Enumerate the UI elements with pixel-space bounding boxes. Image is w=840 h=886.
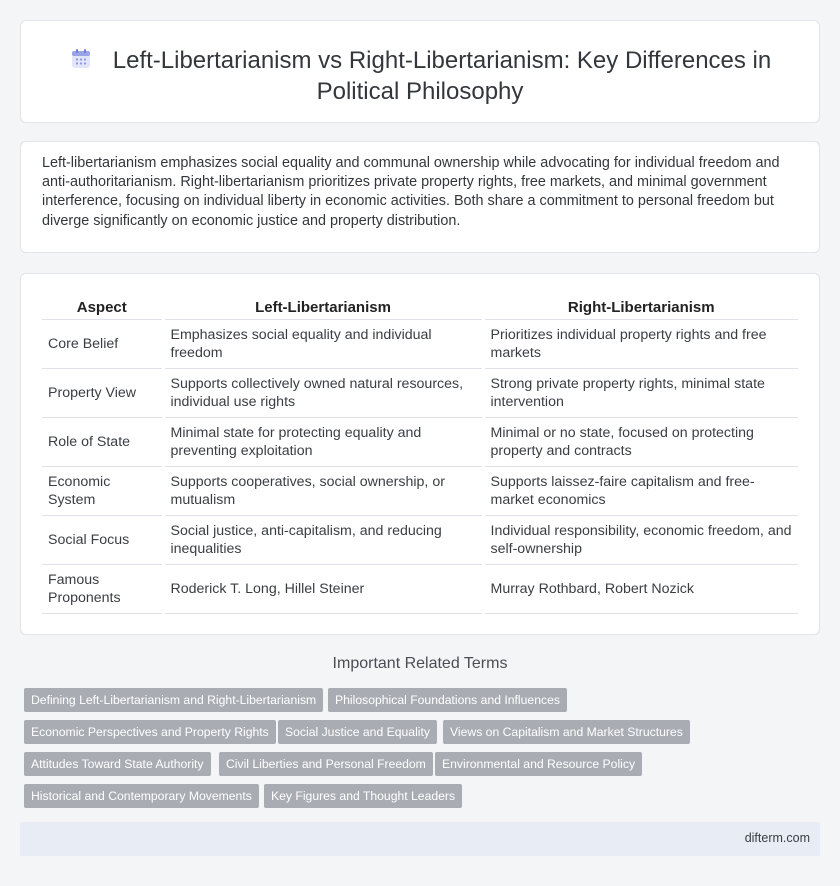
right-cell: Supports laissez-faire capitalism and free-market economics xyxy=(483,466,798,515)
header-left-libertarianism: Left-Libertarianism xyxy=(163,296,483,319)
calendar-icon xyxy=(69,47,93,71)
table-row xyxy=(42,515,798,564)
left-cell: Minimal state for protecting equality and preventing exploitation xyxy=(163,417,483,466)
left-cell: Supports cooperatives, social ownership, or mutualism xyxy=(163,466,483,515)
header-right-libertarianism: Right-Libertarianism xyxy=(483,296,798,319)
right-cell: Individual responsibility, economic freedom, and self-ownership xyxy=(483,515,798,564)
aspect-cell: Property View xyxy=(42,368,163,417)
right-cell: Strong private property rights, minimal state intervention xyxy=(483,368,798,417)
title-card xyxy=(20,20,820,123)
table-row xyxy=(42,564,798,613)
related-tag[interactable]: Philosophical Foundations and Influences xyxy=(328,688,567,712)
related-tag[interactable]: Attitudes Toward State Authority xyxy=(24,752,211,776)
comparison-table-card xyxy=(20,273,820,635)
related-tag[interactable]: Views on Capitalism and Market Structures xyxy=(443,720,690,744)
comparison-table xyxy=(42,296,798,614)
aspect-cell: Role of State xyxy=(42,417,163,466)
related-tag[interactable]: Economic Perspectives and Property Rights xyxy=(24,720,276,744)
footer xyxy=(20,822,820,856)
related-tag[interactable]: Civil Liberties and Personal Freedom xyxy=(219,752,433,776)
page-title-container xyxy=(21,45,819,107)
right-cell: Prioritizes individual property rights and free markets xyxy=(483,319,798,368)
aspect-cell: Economic System xyxy=(42,466,163,515)
page-title: Left-Libertarianism vs Right-Libertarianism: Key Differences in Political Philosophy xyxy=(112,47,772,105)
left-cell: Emphasizes social equality and individual freedom xyxy=(163,319,483,368)
summary-card xyxy=(20,141,820,253)
table-row xyxy=(42,466,798,515)
left-cell: Roderick T. Long, Hillel Steiner xyxy=(163,564,483,613)
table-row xyxy=(42,417,798,466)
left-cell: Supports collectively owned natural resources, individual use rights xyxy=(163,368,483,417)
related-tag[interactable]: Historical and Contemporary Movements xyxy=(24,784,259,808)
related-tag[interactable]: Key Figures and Thought Leaders xyxy=(264,784,462,808)
table-row xyxy=(42,319,798,368)
left-cell: Social justice, anti-capitalism, and reducing inequalities xyxy=(163,515,483,564)
table-row xyxy=(42,368,798,417)
table-header-row xyxy=(42,296,798,319)
related-tag[interactable]: Environmental and Resource Policy xyxy=(435,752,642,776)
aspect-cell: Social Focus xyxy=(42,515,163,564)
footer-site-name: difterm.com xyxy=(744,831,810,845)
aspect-cell: Core Belief xyxy=(42,319,163,368)
right-cell: Minimal or no state, focused on protecting property and contracts xyxy=(483,417,798,466)
right-cell: Murray Rothbard, Robert Nozick xyxy=(483,564,798,613)
related-tag[interactable]: Defining Left-Libertarianism and Right-Libertarianism xyxy=(24,688,323,712)
aspect-cell: Famous Proponents xyxy=(42,564,163,613)
related-tag[interactable]: Social Justice and Equality xyxy=(278,720,437,744)
header-aspect: Aspect xyxy=(42,296,163,319)
related-terms-title: Important Related Terms xyxy=(332,655,508,672)
summary-text: Left-libertarianism emphasizes social equality and communal ownership while advocating for individual freedom and anti-authoritarianism. Right-libertarianism prioritizes private property rights, free markets, and minimal government interference, focusing on individual liberty in economic activities. Both share a commitment to personal freedom but diverge significantly on economic justice and property distribution. xyxy=(42,155,780,229)
